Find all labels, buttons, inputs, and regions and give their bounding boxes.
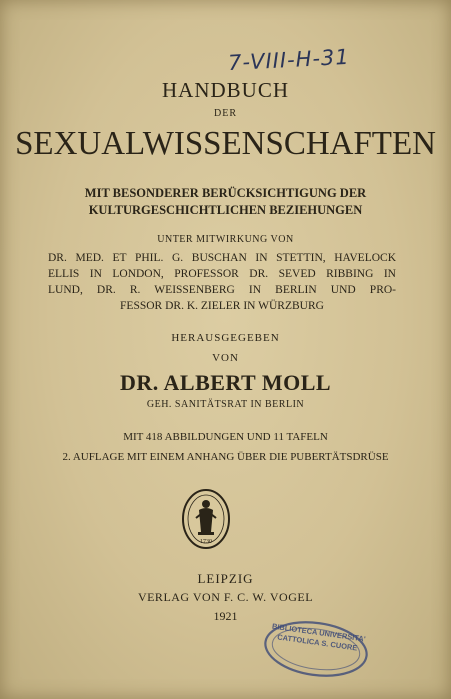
editor-von: VON [212,352,239,364]
article-der: DER [214,108,237,119]
editor-intro: HERAUSGEGEBEN [171,332,280,344]
subtitle-line-2: KULTURGESCHICHTLICHEN BEZIEHUNGEN [88,203,363,217]
subtitle-line-1: MIT BESONDERER BERÜCKSICHTIGUNG DER [84,186,367,200]
collaborators-line: DR. MED. ET PHIL. G. BUSCHAN IN STETTIN, HAVELOCK [48,252,396,264]
editor-title: GEH. SANITÄTSRAT IN BERLIN [146,399,305,410]
editor-name: DR. ALBERT MOLL [119,370,332,395]
publication-city: LEIPZIG [197,571,254,586]
handwritten-shelfmark: 7-VIII-H-31 [227,44,351,76]
edition-note: 2. AUFLAGE MIT EINEM ANHANG ÜBER DIE PUBERTÄTSDRÜSE [62,451,389,463]
series-heading: HANDBUCH [161,78,289,102]
stamp-text: BIBLIOTECA UNIVERSITA' CATTOLICA S. CUORE [271,621,367,653]
main-title: SEXUALWISSENSCHAFTEN [15,125,436,162]
emblem-inscription: 1730 [200,539,212,545]
publication-year: 1921 [213,609,238,623]
illustrations-note: MIT 418 ABBILDUNGEN UND 11 TAFELN [123,431,328,443]
collaboration-intro: UNTER MITWIRKUNG VON [157,234,294,245]
collaborators-line: LUND, DR. R. WEISSENBERG IN BERLIN UND PRO- [48,284,396,296]
collaborators-line: FESSOR DR. K. ZIELER IN WÜRZBURG [120,300,324,312]
collaborators-line: ELLIS IN LONDON, PROFESSOR DR. SEVED RIBBING IN [48,268,396,280]
publisher-emblem-icon [180,488,232,554]
collaborators [48,250,396,314]
publisher-name: VERLAG VON F. C. W. VOGEL [137,590,314,604]
